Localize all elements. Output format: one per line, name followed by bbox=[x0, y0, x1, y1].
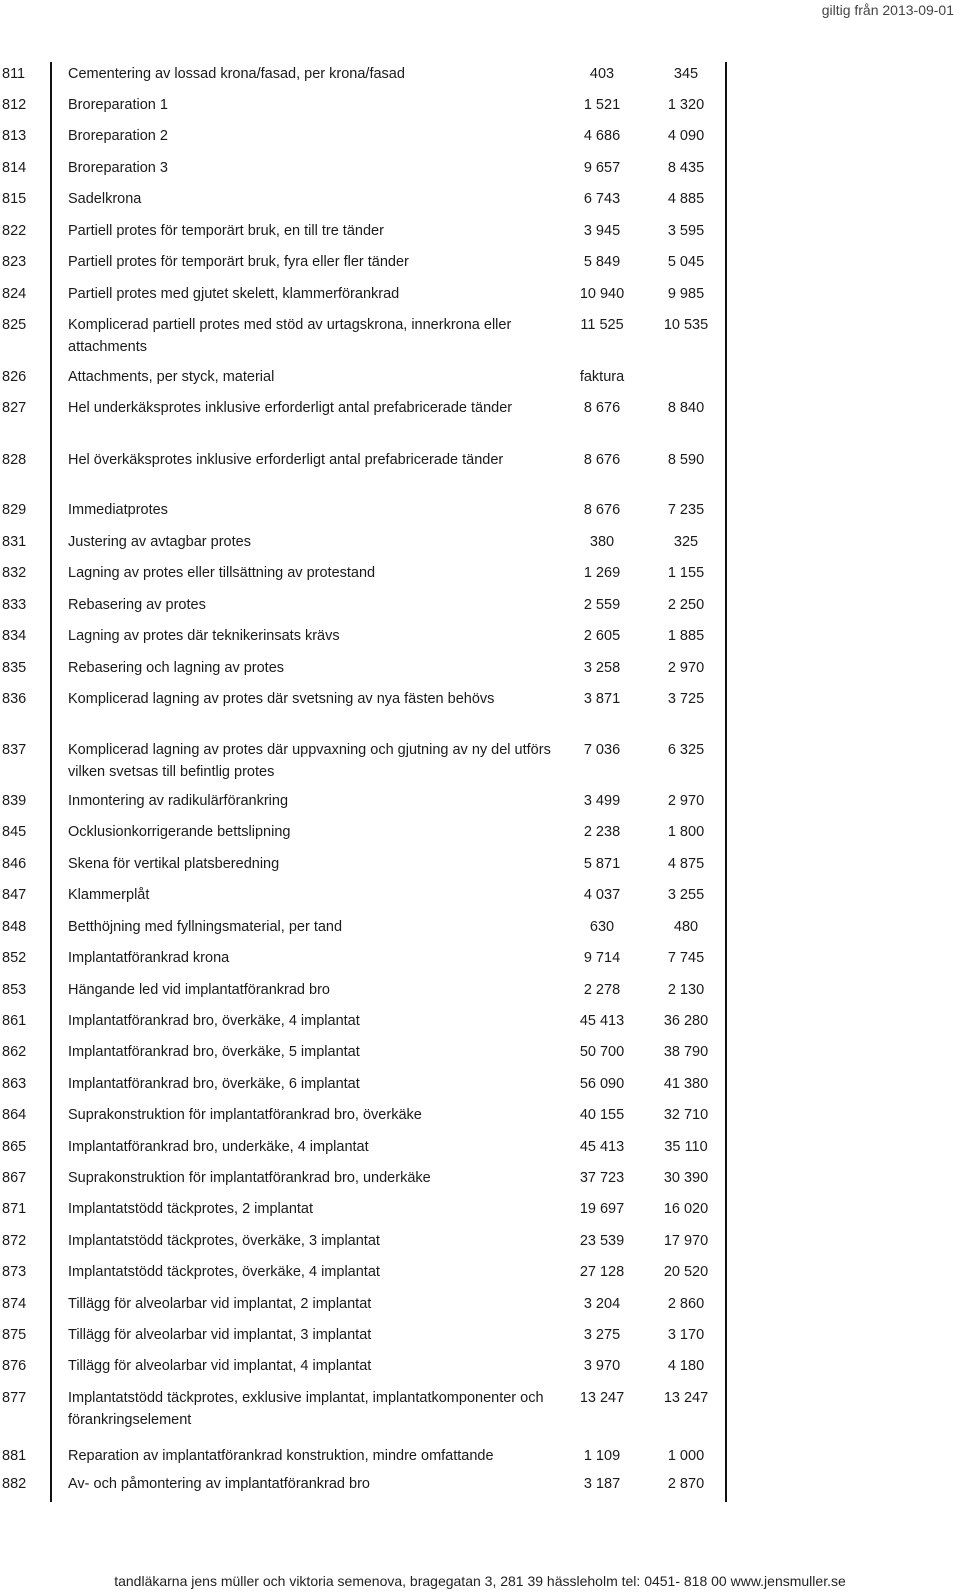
row-price-1: 2 605 bbox=[583, 628, 621, 644]
row-code: 837 bbox=[2, 742, 27, 758]
row-code: 822 bbox=[2, 223, 27, 239]
row-code: 832 bbox=[2, 565, 27, 581]
row-price-1: 40 155 bbox=[579, 1107, 625, 1123]
row-price-2: 17 970 bbox=[663, 1233, 709, 1249]
row-price-1: 4 037 bbox=[583, 887, 621, 903]
footer-contact: tandläkarna jens müller och viktoria semenova, bragegatan 3, 281 39 hässleholm tel: 0451- 818 00 www.jensmuller.se bbox=[114, 1573, 846, 1589]
row-price-1: faktura bbox=[579, 369, 625, 385]
valid-from-date: giltig från 2013-09-01 bbox=[821, 2, 954, 18]
row-price-1: 4 686 bbox=[583, 128, 621, 144]
row-description: Partiell protes för temporärt bruk, fyra eller fler tänder bbox=[68, 254, 409, 270]
row-price-1: 13 247 bbox=[579, 1390, 625, 1406]
row-price-2: 8 435 bbox=[667, 160, 705, 176]
row-code: 839 bbox=[2, 793, 27, 809]
row-code: 852 bbox=[2, 950, 27, 966]
row-code: 877 bbox=[2, 1390, 27, 1406]
row-price-1: 23 539 bbox=[579, 1233, 625, 1249]
row-price-1: 9 714 bbox=[583, 950, 621, 966]
row-description: Implantatstödd täckprotes, överkäke, 3 implantat bbox=[68, 1233, 380, 1249]
row-description: Klammerplåt bbox=[68, 887, 150, 903]
row-description: Partiell protes med gjutet skelett, klammerförankrad bbox=[68, 286, 400, 302]
row-price-2: 7 745 bbox=[667, 950, 705, 966]
row-price-2: 3 725 bbox=[667, 691, 705, 707]
row-price-1: 19 697 bbox=[579, 1201, 625, 1217]
row-code: 815 bbox=[2, 191, 27, 207]
row-price-1: 56 090 bbox=[579, 1076, 625, 1092]
column-divider-right bbox=[725, 62, 727, 1502]
row-code: 847 bbox=[2, 887, 27, 903]
column-divider-left bbox=[50, 62, 52, 1502]
row-description: Komplicerad lagning av protes där uppvaxning och gjutning av ny del utförs vilken svetsas till befintlig protes bbox=[68, 742, 551, 780]
row-price-1: 3 204 bbox=[583, 1296, 621, 1312]
row-price-2: 4 090 bbox=[667, 128, 705, 144]
row-description: Hel underkäksprotes inklusive erforderligt antal prefabricerade tänder bbox=[68, 400, 513, 416]
row-code: 867 bbox=[2, 1170, 27, 1186]
row-price-2: 41 380 bbox=[663, 1076, 709, 1092]
row-price-2: 5 045 bbox=[667, 254, 705, 270]
row-price-2: 2 860 bbox=[667, 1296, 705, 1312]
row-price-2: 20 520 bbox=[663, 1264, 709, 1280]
row-description: Betthöjning med fyllningsmaterial, per tand bbox=[68, 919, 343, 935]
row-code: 836 bbox=[2, 691, 27, 707]
row-description: Implantatförankrad bro, överkäke, 6 implantat bbox=[68, 1076, 360, 1092]
row-description: Partiell protes för temporärt bruk, en till tre tänder bbox=[68, 223, 384, 239]
row-price-1: 50 700 bbox=[579, 1044, 625, 1060]
row-price-1: 2 278 bbox=[583, 982, 621, 998]
row-price-2: 6 325 bbox=[667, 742, 705, 758]
row-description: Skena för vertikal platsberedning bbox=[68, 856, 280, 872]
row-description: Cementering av lossad krona/fasad, per krona/fasad bbox=[68, 66, 405, 82]
row-code: 828 bbox=[2, 452, 27, 468]
row-price-1: 3 871 bbox=[583, 691, 621, 707]
row-code: 831 bbox=[2, 534, 27, 550]
row-description: Inmontering av radikulärförankring bbox=[68, 793, 289, 809]
row-price-1: 3 970 bbox=[583, 1358, 621, 1374]
row-code: 865 bbox=[2, 1139, 27, 1155]
row-price-1: 8 676 bbox=[583, 502, 621, 518]
row-price-1: 5 849 bbox=[583, 254, 621, 270]
row-price-1: 11 525 bbox=[580, 317, 624, 333]
row-price-2: 2 250 bbox=[667, 597, 705, 613]
row-price-2: 1 155 bbox=[667, 565, 705, 581]
row-price-2: 3 255 bbox=[667, 887, 705, 903]
row-description: Hängande led vid implantatförankrad bro bbox=[68, 982, 330, 998]
row-description: Suprakonstruktion för implantatförankrad bro, underkäke bbox=[68, 1170, 431, 1186]
row-code: 863 bbox=[2, 1076, 27, 1092]
row-code: 875 bbox=[2, 1327, 27, 1343]
row-price-2: 38 790 bbox=[663, 1044, 709, 1060]
row-code: 814 bbox=[2, 160, 27, 176]
row-price-1: 27 128 bbox=[579, 1264, 625, 1280]
row-price-1: 2 238 bbox=[583, 824, 621, 840]
row-code: 813 bbox=[2, 128, 27, 144]
row-description: Lagning av protes där teknikerinsats krävs bbox=[68, 628, 340, 644]
row-price-1: 1 269 bbox=[583, 565, 621, 581]
row-price-1: 2 559 bbox=[583, 597, 621, 613]
row-code: 823 bbox=[2, 254, 27, 270]
row-description: Lagning av protes eller tillsättning av protestand bbox=[68, 565, 376, 581]
row-price-2: 13 247 bbox=[663, 1390, 709, 1406]
row-price-2: 1 000 bbox=[667, 1448, 705, 1464]
row-price-2: 1 885 bbox=[667, 628, 705, 644]
row-code: 873 bbox=[2, 1264, 27, 1280]
row-code: 876 bbox=[2, 1358, 27, 1374]
row-description: Justering av avtagbar protes bbox=[68, 534, 251, 550]
row-price-2: 16 020 bbox=[663, 1201, 709, 1217]
row-code: 825 bbox=[2, 317, 27, 333]
row-code: 864 bbox=[2, 1107, 27, 1123]
row-price-2: 7 235 bbox=[667, 502, 705, 518]
row-price-1: 3 275 bbox=[583, 1327, 621, 1343]
row-description: Ocklusionkorrigerande bettslipning bbox=[68, 824, 291, 840]
row-description: Implantatstödd täckprotes, exklusive implantat, implantatkomponenter och förankringselement bbox=[68, 1390, 544, 1428]
row-code: 853 bbox=[2, 982, 27, 998]
row-description: Implantatstödd täckprotes, 2 implantat bbox=[68, 1201, 314, 1217]
row-code: 827 bbox=[2, 400, 27, 416]
row-price-1: 403 bbox=[589, 66, 615, 82]
row-price-2: 2 970 bbox=[667, 660, 705, 676]
row-code: 835 bbox=[2, 660, 27, 676]
row-code: 829 bbox=[2, 502, 27, 518]
row-price-2: 4 875 bbox=[667, 856, 705, 872]
row-description: Implantatförankrad bro, överkäke, 5 implantat bbox=[68, 1044, 360, 1060]
row-code: 833 bbox=[2, 597, 27, 613]
row-price-2: 2 870 bbox=[667, 1476, 705, 1492]
row-price-2: 9 985 bbox=[667, 286, 705, 302]
row-description: Broreparation 1 bbox=[68, 97, 168, 113]
row-price-1: 3 499 bbox=[583, 793, 621, 809]
row-price-1: 9 657 bbox=[583, 160, 621, 176]
row-description: Rebasering och lagning av protes bbox=[68, 660, 285, 676]
row-code: 881 bbox=[2, 1448, 27, 1464]
row-code: 811 bbox=[2, 66, 26, 82]
row-price-2: 36 280 bbox=[663, 1013, 709, 1029]
row-code: 824 bbox=[2, 286, 27, 302]
row-code: 882 bbox=[2, 1476, 27, 1492]
row-price-2: 3 595 bbox=[667, 223, 705, 239]
row-description: Attachments, per styck, material bbox=[68, 369, 275, 385]
row-description: Tillägg för alveolarbar vid implantat, 4 implantat bbox=[68, 1358, 372, 1374]
row-price-2: 30 390 bbox=[663, 1170, 709, 1186]
row-code: 834 bbox=[2, 628, 27, 644]
row-price-2: 8 590 bbox=[667, 452, 705, 468]
row-price-1: 3 945 bbox=[583, 223, 621, 239]
row-price-1: 8 676 bbox=[583, 452, 621, 468]
row-description: Suprakonstruktion för implantatförankrad bro, överkäke bbox=[68, 1107, 422, 1123]
row-price-2: 10 535 bbox=[663, 317, 709, 333]
row-code: 845 bbox=[2, 824, 27, 840]
row-price-2: 4 885 bbox=[667, 191, 705, 207]
row-code: 872 bbox=[2, 1233, 27, 1249]
row-code: 846 bbox=[2, 856, 27, 872]
row-price-1: 1 109 bbox=[583, 1448, 621, 1464]
row-description: Implantatförankrad bro, underkäke, 4 implantat bbox=[68, 1139, 369, 1155]
row-price-2: 1 320 bbox=[667, 97, 705, 113]
row-description: Tillägg för alveolarbar vid implantat, 2 implantat bbox=[68, 1296, 372, 1312]
row-description: Av- och påmontering av implantatförankrad bro bbox=[68, 1476, 370, 1492]
row-price-2: 35 110 bbox=[664, 1139, 708, 1155]
row-description: Tillägg för alveolarbar vid implantat, 3 implantat bbox=[68, 1327, 372, 1343]
row-price-2: 325 bbox=[673, 534, 699, 550]
row-price-2: 345 bbox=[673, 66, 699, 82]
row-description: Broreparation 2 bbox=[68, 128, 168, 144]
row-price-1: 630 bbox=[589, 919, 615, 935]
row-price-1: 380 bbox=[589, 534, 615, 550]
row-price-1: 1 521 bbox=[583, 97, 621, 113]
row-price-1: 7 036 bbox=[583, 742, 621, 758]
row-price-2: 8 840 bbox=[667, 400, 705, 416]
row-price-1: 3 258 bbox=[583, 660, 621, 676]
row-price-1: 10 940 bbox=[579, 286, 625, 302]
row-price-1: 45 413 bbox=[579, 1139, 625, 1155]
row-description: Komplicerad partiell protes med stöd av urtagskrona, innerkrona eller attachments bbox=[68, 317, 512, 355]
row-price-2: 4 180 bbox=[667, 1358, 705, 1374]
row-code: 871 bbox=[2, 1201, 27, 1217]
row-description: Immediatprotes bbox=[68, 502, 168, 518]
row-price-2: 32 710 bbox=[663, 1107, 709, 1123]
row-code: 862 bbox=[2, 1044, 27, 1060]
row-price-2: 2 970 bbox=[667, 793, 705, 809]
row-code: 874 bbox=[2, 1296, 27, 1312]
row-price-1: 6 743 bbox=[583, 191, 621, 207]
row-description: Rebasering av protes bbox=[68, 597, 206, 613]
row-description: Sadelkrona bbox=[68, 191, 142, 207]
row-description: Reparation av implantatförankrad konstruktion, mindre omfattande bbox=[68, 1448, 494, 1464]
row-code: 812 bbox=[2, 97, 27, 113]
row-code: 826 bbox=[2, 369, 27, 385]
row-price-1: 37 723 bbox=[579, 1170, 625, 1186]
row-price-1: 3 187 bbox=[583, 1476, 621, 1492]
row-price-1: 45 413 bbox=[579, 1013, 625, 1029]
row-description: Implantatförankrad bro, överkäke, 4 implantat bbox=[68, 1013, 360, 1029]
row-description: Broreparation 3 bbox=[68, 160, 168, 176]
row-price-2: 1 800 bbox=[667, 824, 705, 840]
row-code: 848 bbox=[2, 919, 27, 935]
row-code: 861 bbox=[2, 1013, 27, 1029]
row-price-2: 2 130 bbox=[667, 982, 705, 998]
row-description: Hel överkäksprotes inklusive erforderligt antal prefabricerade tänder bbox=[68, 452, 504, 468]
row-price-1: 8 676 bbox=[583, 400, 621, 416]
row-price-2: 3 170 bbox=[667, 1327, 705, 1343]
row-description: Komplicerad lagning av protes där svetsning av nya fästen behövs bbox=[68, 691, 495, 707]
row-price-2: 480 bbox=[673, 919, 699, 935]
row-description: Implantatstödd täckprotes, överkäke, 4 implantat bbox=[68, 1264, 380, 1280]
row-description: Implantatförankrad krona bbox=[68, 950, 230, 966]
row-price-1: 5 871 bbox=[583, 856, 621, 872]
